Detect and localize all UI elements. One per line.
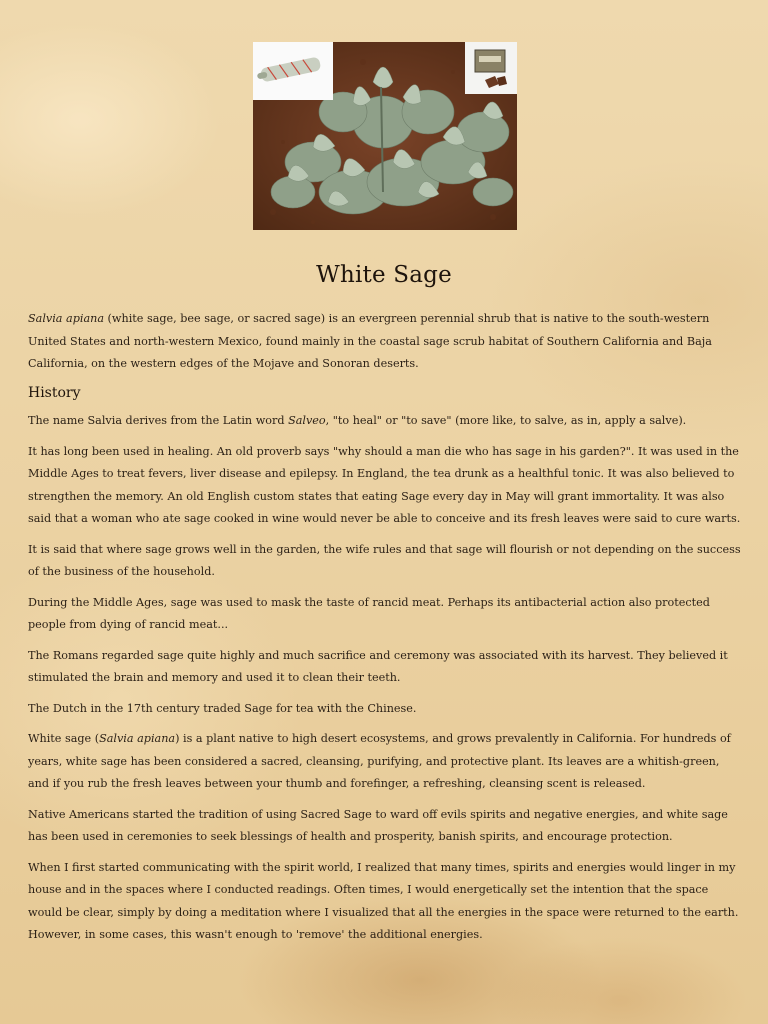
paragraph: It is said that where sage grows well in the garden, the wife rules and that sage will flourish or not depending on the success of the business of the household.: [28, 542, 741, 578]
paragraph: When I first started communicating with the spirit world, I realized that many times, spirits and energies would linger in my house and in the spaces where I conducted readings. Often times, I would energetically set the intention that the space would be clear, simply by doing a meditation where I visualized that all the energies in the space were returned to the earth. However, in some cases, this wasn't enough to 'remove' the additional energies.: [28, 860, 739, 941]
paragraph: It has long been used in healing. An old proverb says "why should a man die who has sage in his garden?". It was used in the Middle Ages to treat fevers, liver disease and epilepsy. In England, the tea drunk as a healthful tonic. It was also believed to strengthen the memory. An old English custom states that eating Sage every day in May will grant immortality. It was also said that a woman who ate sage cooked in wine would never be able to conceive and its fresh leaves were said to cure warts.: [28, 444, 741, 525]
section-heading-history: History: [28, 384, 81, 401]
intro-paragraph: Salvia apiana (white sage, bee sage, or sacred sage) is an evergreen perennial shrub that is native to the south-western United States and north-western Mexico, found mainly in the coastal sage scrub habitat of Southern California and Baja California, on the western edges of the Mojave and Sonoran deserts.: [28, 312, 712, 370]
page-title: White Sage: [316, 262, 452, 288]
incense-box-icon: [465, 42, 517, 94]
latin-name: Salvia apiana: [28, 312, 104, 325]
paragraph: During the Middle Ages, sage was used to mask the taste of rancid meat. Perhaps its antibacterial action also protected people from dying of rancid meat...: [28, 595, 710, 631]
paragraph: The Dutch in the 17th century traded Sage for tea with the Chinese.: [28, 701, 417, 715]
sage-bundle-inset: [253, 42, 333, 100]
paragraph: The Romans regarded sage quite highly and much sacrifice and ceremony was associated with its harvest. They believed it stimulated the brain and memory and used it to clean their teeth.: [28, 648, 728, 684]
paragraph: Native Americans started the tradition of using Sacred Sage to ward off evils spirits and negative energies, and white sage has been used in ceremonies to seek blessings of health and prosperity, banish spirits, and encourage protection.: [28, 807, 728, 843]
white-sage-photo: [253, 42, 517, 230]
incense-package-inset: [465, 42, 517, 94]
article-body: [28, 308, 742, 955]
paragraph-name-origin: The name Salvia derives from the Latin word Salveo, "to heal" or "to save" (more like, to salve, as in, apply a salve).: [28, 414, 687, 427]
paragraph-white-sage: White sage (Salvia apiana) is a plant native to high desert ecosystems, and grows prevalently in California. For hundreds of years, white sage has been considered a sacred, cleansing, purifying, and protective plant. Its leaves are a whitish-green, and if you rub the fresh leaves between your thumb and forefinger, a refreshing, cleansing scent is released.: [28, 732, 731, 790]
smudge-stick-icon: [253, 42, 333, 100]
